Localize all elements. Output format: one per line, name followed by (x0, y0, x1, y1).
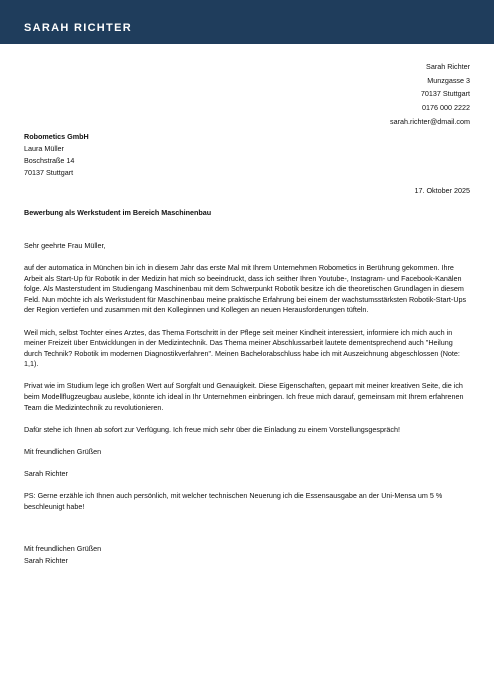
recipient-company: Robometics GmbH (24, 132, 89, 141)
sender-email: sarah.richter@dmail.com (390, 116, 470, 126)
signature-name: Sarah Richter (24, 468, 68, 478)
paragraph-1: auf der automatica in München bin ich in diesem Jahr das erste Mal mit Ihrem Unternehmen Robometics in Berührung gekommen. Ihre Arbeit als Start-Up für Robotik in der Medizin hat mich so beeindruckt, dass ich seither Ihren Youtube-, Instagram- und Facebook-Kanälen folge. Als Masterstudent im Studiengang Maschinenbau mit dem Schwerpunkt Robotik besitze ich die theoretischen Grundlagen in diesem Feld. Nun möchte ich als Werkstudent für Maschinenbau meine praktische Erfahrung bei einem der wachstumsstärksten Robotik-Start-Ups der Region vertiefen und zusammen mit den Kolleginnen und Kollegen an neuen Herausforderungen tüfteln. (24, 263, 467, 315)
sender-name: Sarah Richter (426, 62, 470, 71)
letter-date: 17. Oktober 2025 (414, 186, 470, 195)
header-bar (0, 0, 494, 44)
paragraph-2: Weil mich, selbst Tochter eines Arztes, das Thema Fortschritt in der Pflege seit meiner Kindheit interessiert, informiere ich mich auch in meiner Freizeit über Entwicklungen in der Medizintechnik. Das Thema meiner Abschlussarbeit lautete dementsprechend auch "Heilung durch Technik? Robotik im modernen Diagnostikverfahren". Meinen Bachelorabschluss habe ich mit Auszeichnung abgeschlossen (Note: 1,1). (24, 327, 460, 369)
salutation: Sehr geehrte Frau Müller, (24, 241, 106, 250)
letter-body (24, 241, 470, 524)
sender-street: Munzgasse 3 (427, 75, 470, 85)
paragraph-3: Privat wie im Studium lege ich großen Wert auf Sorgfalt und Genauigkeit. Diese Eigenschaften, gepaart mit meiner kreativen Seite, die ich beim Modellflugzeugbau auslebe, könnte ich ideal in Ihr Unternehmen einbringen. Ich freue mich darauf, gemeinsam mit Ihrem erfahrenen Team die Medizintechnik zu revolutionieren. (24, 381, 464, 412)
recipient-address (24, 131, 89, 179)
letter-subject: Bewerbung als Werkstudent im Bereich Maschinenbau (24, 208, 212, 217)
closing: Mit freundlichen Grüßen (24, 446, 102, 456)
sender-phone: 0176 000 2222 (422, 103, 470, 113)
signoff-closing: Mit freundlichen Grüßen (24, 544, 102, 553)
sender-city: 70137 Stuttgart (420, 89, 470, 99)
signoff-name: Sarah Richter (24, 555, 68, 565)
sender-address (390, 60, 470, 128)
postscript: PS: Gerne erzähle ich Ihnen auch persönlich, mit welcher technischen Neuerung ich die Essensausgabe an der Uni-Mensa um 5 % beschleunigt habe! (24, 491, 443, 511)
recipient-street: Boschstraße 14 (24, 156, 75, 165)
recipient-city: 70137 Stuttgart (24, 168, 74, 177)
recipient-contact: Laura Müller (24, 144, 64, 153)
signoff-block (24, 543, 101, 566)
paragraph-4: Dafür stehe ich Ihnen ab sofort zur Verfügung. Ich freue mich sehr über die Einladung zu einem Vorstellungsgespräch! (24, 424, 400, 434)
header-name: SARAH RICHTER (24, 22, 132, 34)
